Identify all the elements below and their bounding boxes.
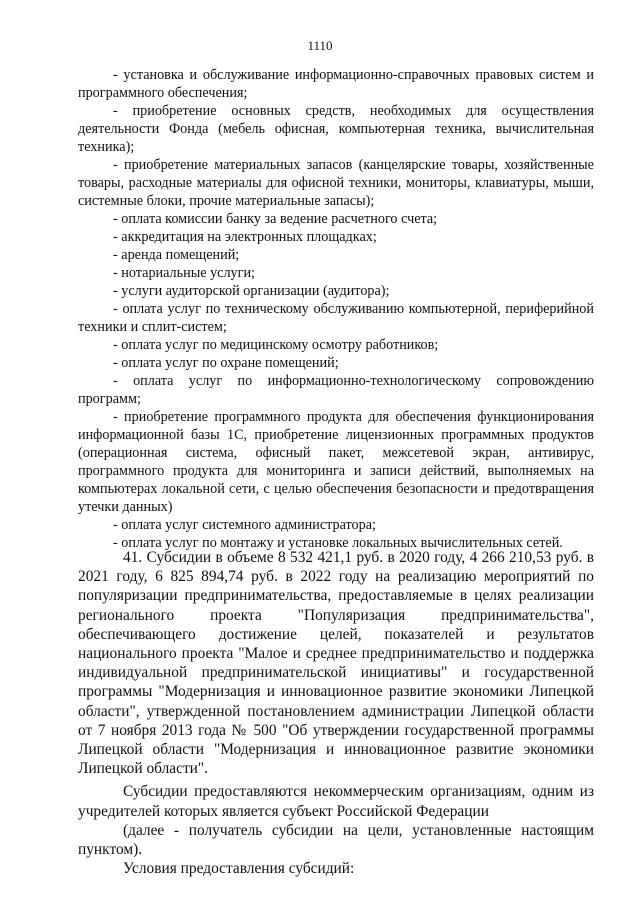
list-item: - установка и обслуживание информационно-справочных правовых систем и программного обеспечения;	[78, 67, 594, 101]
list-item: - оплата услуг по монтажу и установке локальных вычислительных сетей.	[113, 535, 563, 551]
list-item: - оплата услуг по техническому обслуживанию компьютерной, периферийной техники и сплит-систем;	[78, 301, 594, 335]
conditions-heading: Условия предоставления субсидий:	[123, 860, 355, 878]
list-item: - нотариальные услуги;	[113, 265, 255, 281]
list-item: - оплата комиссии банку за ведение расчетного счета;	[113, 211, 438, 227]
list-item: - аккредитация на электронных площадках;	[113, 229, 377, 245]
section-41	[78, 548, 594, 878]
recipient-note-paragraph: (далее - получатель субсидии на цели, установленные настоящим пунктом).	[78, 821, 594, 859]
list-item: - оплата услуг по медицинскому осмотру работников;	[113, 337, 439, 353]
list-item: - приобретение основных средств, необходимых для осуществления деятельности Фонда (мебель офисная, компьютерная техника, вычислительная техника);	[78, 103, 594, 155]
list-item: - услуги аудиторской организации (аудитора);	[113, 283, 390, 299]
list-item: - оплата услуг по информационно-технологическому сопровождению программ;	[78, 373, 594, 407]
list-item: - аренда помещений;	[113, 247, 240, 263]
list-item: - приобретение материальных запасов (канцелярские товары, хозяйственные товары, расходные материалы для офисной техники, мониторы, клавиатуры, мыши, системные блоки, прочие материальные запасы);	[78, 157, 594, 209]
list-item: - приобретение программного продукта для обеспечения функционирования информационной базы 1С, приобретение лицензионных программных продуктов (операционная система, офисный пакет, межсетевой экран, антивирус, программного продукта для мониторинга и записи действий, выполняемых на компьютерах локальной сети, с целью обеспечения безопасности и предотвращения утечки данных)	[78, 409, 594, 515]
subsidy-recipients-paragraph: Субсидии предоставляются некоммерческим организациям, одним из учредителей которых является субъект Российской Федерации	[78, 783, 594, 820]
section-41-paragraph: 41. Субсидии в объеме 8 532 421,1 руб. в 2020 году, 4 266 210,53 руб. в 2021 году, 6 825 894,74 руб. в 2022 году на реализацию мероприятий по популяризации предпринимательства, предоставляемые в целях реализации регионального проекта "Популяризация предпринимательства", обеспечивающего достижение целей, показателей и результатов национального проекта "Малое и среднее предпринимательство и поддержка индивидуальной предпринимательской инициативы" и государственной программы "Модернизация и инновационное развитие экономики Липецкой области", утвержденной постановлением администрации Липецкой области от 7 ноября 2013 года № 500 "Об утверждении государственной программы Липецкой области "Модернизация и инновационное развитие экономики Липецкой области".	[78, 549, 594, 778]
list-item: - оплата услуг системного администратора;	[113, 517, 376, 533]
page-number: 1110	[307, 38, 333, 53]
list-item: - оплата услуг по охране помещений;	[113, 355, 339, 371]
expense-list	[78, 66, 594, 552]
